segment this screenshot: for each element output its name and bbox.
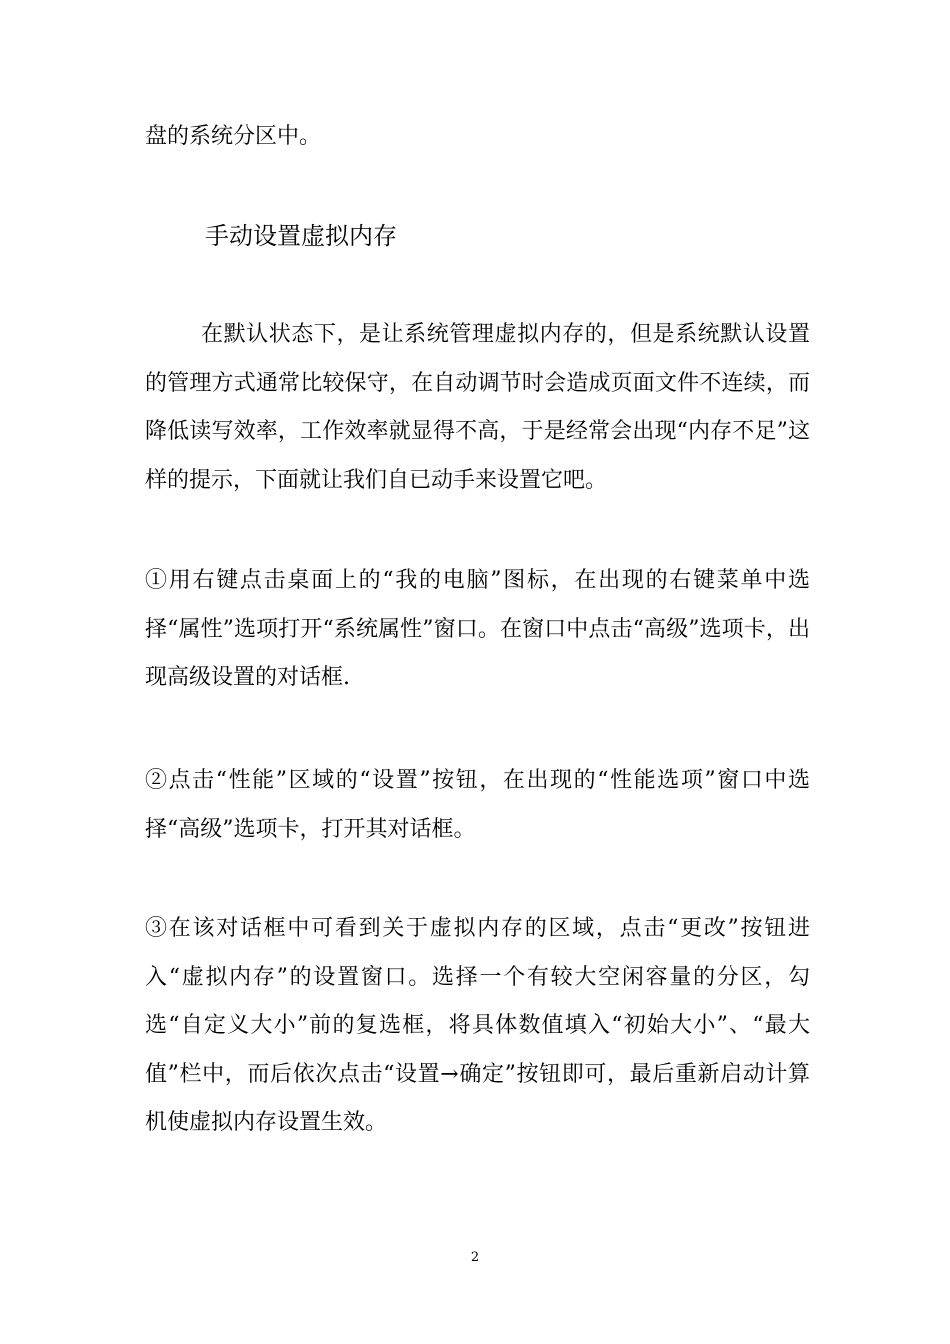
intro-paragraph: 在默认状态下，是让系统管理虚拟内存的，但是系统默认设置的管理方式通常比较保守，在自动调节时会造成页面文件不连续，而降低读写效率，工作效率就显得不高，于是经常会出现“内存不足”这样的提示，下面就让我们自已动手来设置它吧。	[145, 322, 810, 493]
step-3-paragraph: ③在该对话框中可看到关于虚拟内存的区域，点击“更改”按钮进入“虚拟内存”的设置窗口。选择一个有较大空闲容量的分区，勾选“自定义大小”前的复选框，将具体数值填入“初始大小”、“最大值”栏中，而后依次点击“设置→确定”按钮即可，最后重新启动计算机使虚拟内存设置生效。	[145, 916, 810, 1135]
step-1-paragraph: ①用右键点击桌面上的“我的电脑”图标，在出现的右键菜单中选择“属性”选项打开“系统属性”窗口。在窗口中点击“高级”选项卡，出现高级设置的对话框.	[145, 568, 810, 690]
page-number: 2	[470, 1250, 480, 1265]
section-heading: 手动设置虚拟内存	[205, 222, 397, 250]
continuation-paragraph: 盘的系统分区中。	[145, 124, 322, 149]
step-2-paragraph: ②点击“性能”区域的“设置”按钮，在出现的“性能选项”窗口中选择“高级”选项卡，打开其对话框。	[145, 768, 810, 842]
